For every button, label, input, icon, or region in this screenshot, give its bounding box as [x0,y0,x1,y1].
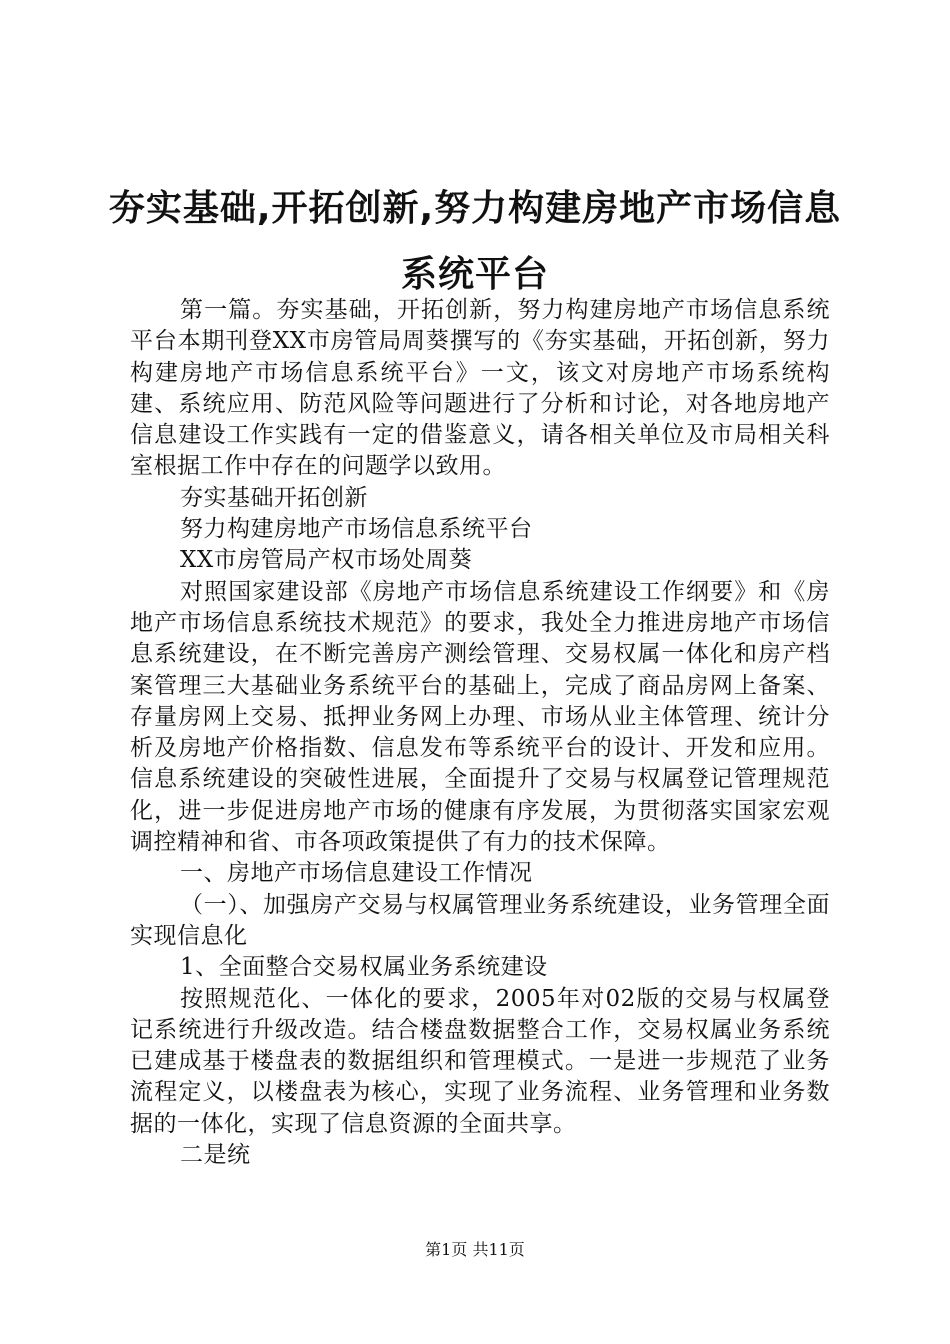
subtitle-line-1: 夯实基础开拓创新 [180,484,368,511]
subtitle-line-2: 努力构建房地产市场信息系统平台 [180,516,533,543]
paragraph-intro: 第一篇。夯实基础，开拓创新，努力构建房地产市场信息系统平台本期刊登XX市房管局周葵撰写的《夯实基础，开拓创新，努力构建房地产市场信息系统平台》一文，该文对房地产市场系统构建、系统应用、防范风险等问题进行了分析和讨论，对各地房地产信息建设工作实践有一定的借鉴意义，请各相关单位及市局相关科室根据工作中存在的问题学以致用。 [130,297,830,480]
item-heading-1: 1、全面整合交易权属业务系统建设 [180,954,548,981]
paragraph-overview: 对照国家建设部《房地产市场信息系统建设工作纲要》和《房地产市场信息系统技术规范》的要求，我处全力推进房地产市场信息系统建设，在不断完善房产测绘管理、交易权属一体化和房产档案管理三大基础业务系统平台的基础上，完成了商品房网上备案、存量房网上交易、抵押业务网上办理、市场从业主体管理、统计分析及房地产价格指数、信息发布等系统平台的设计、开发和应用。信息系统建设的突破性进展，全面提升了交易与权属登记管理规范化，进一步促进房地产市场的健康有序发展，为贯彻落实国家宏观调控精神和省、市各项政策提供了有力的技术保障。 [130,578,830,856]
author-line: XX市房管局产权市场处周葵 [180,547,473,574]
subsection-heading-1: （一）、加强房产交易与权属管理业务系统建设，业务管理全面实现信息化 [130,891,830,949]
page-number: 第1页 共11页 [425,1240,525,1259]
paragraph-upgrade: 按照规范化、一体化的要求，2005年对02版的交易与权属登记系统进行升级改造。结合楼盘数据整合工作，交易权属业务系统已建成基于楼盘表的数据组织和管理模式。一是进一步规范了业务流程定义，以楼盘表为核心，实现了业务流程、业务管理和业务数据的一体化，实现了信息资源的全面共享。 [130,985,830,1137]
document-title: 夯实基础,开拓创新,努力构建房地产市场信息系统平台 [108,188,842,295]
section-heading-1: 一、房地产市场信息建设工作情况 [180,860,533,887]
paragraph-fragment: 二是统 [180,1142,251,1169]
document-body [130,295,830,1171]
